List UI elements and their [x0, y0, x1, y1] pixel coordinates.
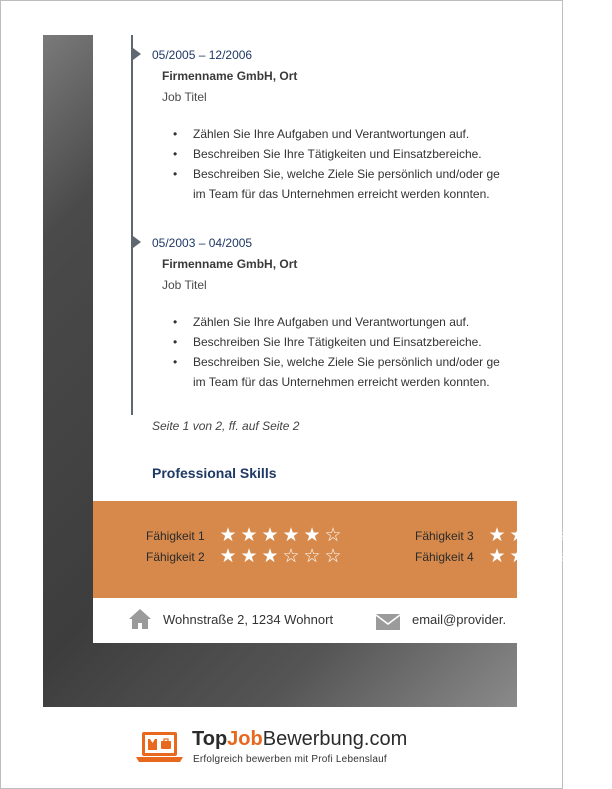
star-empty-icon: ☆ — [303, 546, 321, 567]
entry-2-bullet-2: • Beschreiben Sie Ihre Tätigkeiten und Einsatzbereiche. — [169, 332, 529, 352]
brand-tagline: Erfolgreich bewerben mit Profi Lebenslauf — [193, 754, 387, 765]
entry-1-bullet-2: • Beschreiben Sie Ihre Tätigkeiten und Einsatzbereiche. — [169, 144, 529, 164]
star-empty-icon: ☆ — [551, 525, 569, 546]
star-filled-icon: ★ — [219, 525, 237, 546]
star-filled-icon: ★ — [303, 525, 321, 546]
cv-sheet — [93, 35, 611, 643]
entry-1-date: 05/2005 – 12/2006 — [152, 48, 253, 62]
skill-1-stars — [218, 526, 343, 546]
page-note: Seite 1 von 2, ff. auf Seite 2 — [152, 419, 300, 433]
email-text: email@provider. — [412, 612, 507, 627]
brand-name-part3: Bewerbung.com — [262, 728, 408, 750]
skill-4-label: Fähigkeit 4 — [415, 550, 474, 564]
star-empty-icon: ☆ — [530, 525, 548, 546]
timeline-marker-1 — [133, 48, 141, 60]
star-filled-icon: ★ — [488, 546, 506, 567]
star-filled-icon: ★ — [240, 546, 258, 567]
brand-name — [192, 728, 407, 751]
star-filled-icon: ★ — [219, 546, 237, 567]
star-empty-icon: ☆ — [282, 546, 300, 567]
star-filled-icon: ★ — [488, 525, 506, 546]
entry-2-bullet-1: • Zählen Sie Ihre Aufgaben und Verantwortungen auf. — [169, 312, 529, 332]
star-filled-icon: ★ — [261, 525, 279, 546]
skill-3-stars — [487, 526, 612, 546]
star-empty-icon: ☆ — [593, 546, 611, 567]
entry-2-bullet-3-continuation: im Team für das Unternehmen erreicht werden konnten. — [193, 375, 490, 389]
star-filled-icon: ★ — [261, 546, 279, 567]
laptop-briefcase-logo-icon — [136, 730, 183, 764]
star-filled-icon: ★ — [509, 546, 527, 567]
entry-2-bullet-list — [169, 312, 529, 392]
skill-1-label: Fähigkeit 1 — [146, 529, 205, 543]
brand-name-part2: Job — [227, 728, 263, 750]
home-icon — [128, 608, 152, 630]
skill-row-4 — [415, 547, 612, 567]
entry-1-bullet-list — [169, 124, 529, 204]
skill-row-3 — [415, 526, 612, 546]
star-empty-icon: ☆ — [572, 546, 590, 567]
star-empty-icon: ☆ — [324, 546, 342, 567]
entry-1-company: Firmenname GmbH, Ort — [162, 69, 298, 83]
timeline-marker-2 — [133, 236, 141, 248]
contact-footer — [93, 598, 517, 643]
entry-1-bullet-3: • Beschreiben Sie, welche Ziele Sie persönlich und/oder ge — [169, 164, 529, 184]
star-empty-icon: ☆ — [551, 546, 569, 567]
cv-preview — [43, 35, 611, 707]
star-filled-icon: ★ — [282, 525, 300, 546]
brand-name-part1: Top — [192, 728, 228, 750]
star-filled-icon: ★ — [509, 525, 527, 546]
skills-band — [93, 501, 611, 598]
skill-2-label: Fähigkeit 2 — [146, 550, 205, 564]
skill-2-stars — [218, 547, 343, 567]
envelope-icon — [376, 611, 400, 633]
skill-row-2 — [146, 547, 343, 567]
entry-2-date: 05/2003 – 04/2005 — [152, 236, 253, 250]
entry-2-company: Firmenname GmbH, Ort — [162, 257, 298, 271]
entry-1-job-title: Job Titel — [162, 90, 207, 104]
star-empty-icon: ☆ — [572, 525, 590, 546]
star-filled-icon: ★ — [240, 525, 258, 546]
brand-logo[interactable] — [136, 728, 436, 772]
address-text: Wohnstraße 2, 1234 Wohnort — [163, 612, 334, 627]
skill-4-stars — [487, 547, 612, 567]
entry-2-job-title: Job Titel — [162, 278, 207, 292]
entry-1-bullet-3-continuation: im Team für das Unternehmen erreicht werden konnten. — [193, 187, 490, 201]
skill-3-label: Fähigkeit 3 — [415, 529, 474, 543]
skill-row-1 — [146, 526, 343, 546]
timeline-line — [131, 35, 133, 415]
star-empty-icon: ☆ — [593, 525, 611, 546]
entry-2-bullet-3: • Beschreiben Sie, welche Ziele Sie persönlich und/oder ge — [169, 352, 529, 372]
entry-1-bullet-1: • Zählen Sie Ihre Aufgaben und Verantwortungen auf. — [169, 124, 529, 144]
skills-heading: Professional Skills — [152, 465, 277, 481]
star-empty-icon: ☆ — [324, 525, 342, 546]
star-empty-icon: ☆ — [530, 546, 548, 567]
